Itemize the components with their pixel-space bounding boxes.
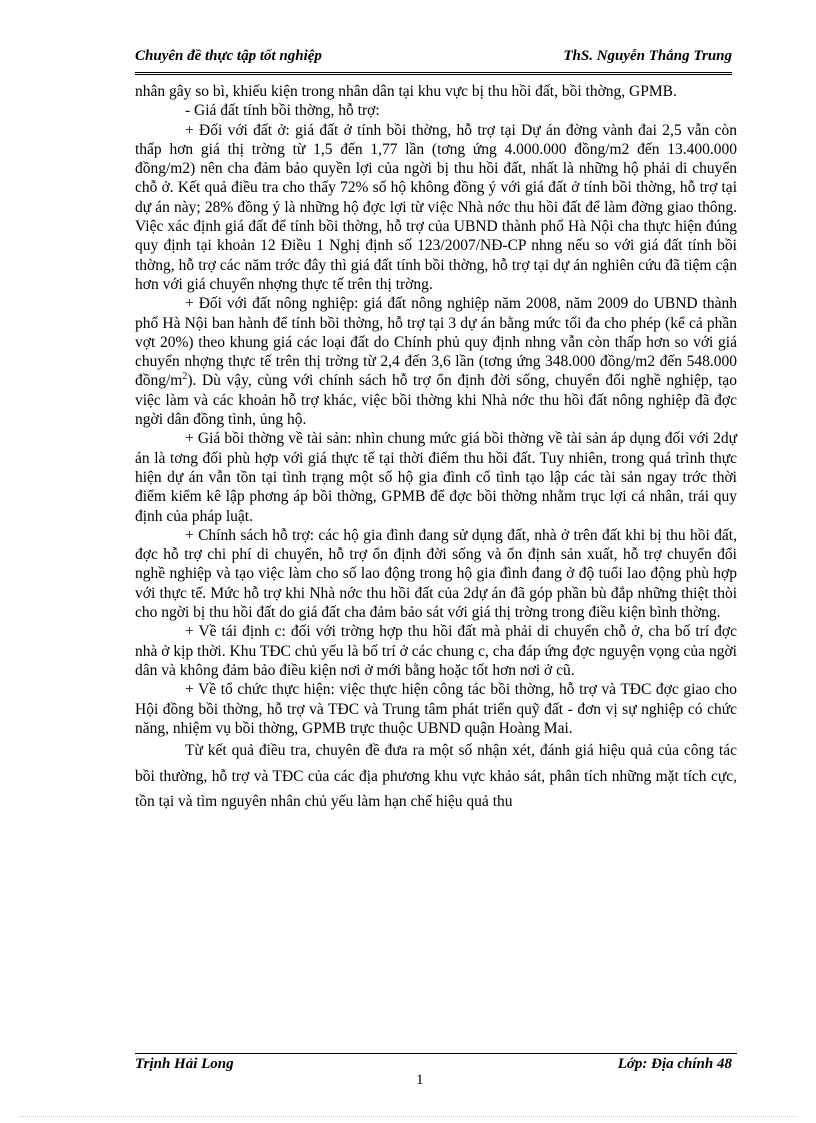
paragraph-text: + Đối với đất nông nghiệp: giá đất nông nghiệp năm 2008, năm 2009 do UBND thành phố Hà Nội ban hành để tính bồi thờng, hỗ trợ tại 3 dự án bằng mức tối đa cho phép (kể cả phần vợt 20%) theo khung giá các loại đất do Chính phủ quy định nhng vẫn còn thấp hơn so với giá chuyển nhợng thực tế trên thị trờng từ 2,4 đến 3,6 lần (tơng ứng 348.000 đồng/m2 đến 548.000 đồng/m — [135, 295, 737, 390]
header-rule — [135, 72, 732, 78]
paragraph: + Về tổ chức thực hiện: việc thực hiện công tác bồi thờng, hỗ trợ và TĐC đợc giao cho Hội đồng bồi thờng, hỗ trợ và TĐC và Trung tâm phát triển quỹ đất - đơn vị sự nghiệp có chức năng, nhiệm vụ bồi thờng, GPMB trực thuộc UBND quận Hoàng Mai. — [135, 681, 737, 737]
document-body — [135, 82, 737, 815]
page-footer — [135, 1056, 732, 1078]
paragraph: nhân gây so bì, khiếu kiện trong nhân dân tại khu vực bị thu hồi đất, bồi thờng, GPMB. — [135, 83, 677, 100]
page-number: 1 — [416, 1072, 424, 1088]
paragraph: Từ kết quả điều tra, chuyên đề đưa ra một số nhận xét, đánh giá hiệu quả của công tác bồi thường, hỗ trợ và TĐC của các địa phương khu vực khảo sát, phân tích những mặt tích cực, tồn tại và tìm nguyên nhân chủ yếu làm hạn chế hiệu quả thu — [135, 742, 737, 811]
header-title: Chuyên đề thực tập tốt nghiệp — [135, 48, 322, 64]
footer-author: Trịnh Hải Long — [135, 1056, 234, 1072]
superscript: 2 — [182, 371, 188, 383]
paragraph: + Đối với đất ở: giá đất ở tính bồi thờng, hỗ trợ tại Dự án đờng vành đai 2,5 vẫn còn thấp hơn giá thị trờng từ 1,5 đến 1,77 lần (tơng ứng 4.000.000 đồng/m2 đến 13.400.000 đồng/m2) nên cha đảm bảo quyền lợi của ngời bị thu hồi đất, nhất là những hộ phải di chuyển chỗ ở. Kết quả điều tra cho thấy 72% số hộ không đồng ý với giá đất ở tính bồi thờng, hỗ trợ tại dự án này; 28% đồng ý là những hộ đợc lợi từ việc Nhà nớc thu hồi đất để làm đờng giao thông. Việc xác định giá đất để tính bồi thờng, hỗ trợ của UBND thành phố Hà Nội cha thực hiện đúng quy định tại khoản 12 Điều 1 Nghị định số 123/2007/NĐ-CP nhng nếu so với giá đất tính bồi thờng, hỗ trợ các năm trớc đây thì giá đất tính bồi thờng, hỗ trợ tại dự án nghiên cứu đã tiệm cận hơn với giá chuyển nhợng thực tế trên thị trờng. — [135, 121, 737, 293]
page-break-line — [20, 1116, 796, 1117]
paragraph: + Giá bồi thờng về tài sản: nhìn chung mức giá bồi thờng về tài sản áp dụng đối với 2dự án là tơng đối phù hợp với giá thực tế tại thời điểm thu hồi đất. Tuy nhiên, trong quá trình thực hiện dự án vẫn tồn tại tình trạng một số hộ gia đình cố tình tạo lập các tài sản ngay trớc thời điểm kiểm kê lập phơng áp bồi thờng, GPMB để đợc bồi thờng nhằm trục lợi cá nhân, trái quy định của pháp luật. — [135, 430, 737, 525]
paragraph: + Về tái định c: đối với trờng hợp thu hồi đất mà phải di chuyển chỗ ở, cha bố trí đợc nhà ở kịp thời. Khu TĐC chủ yếu là bố trí ở các chung c, cha đáp ứng đợc nguyện vọng của ngời dân và không đảm bảo điều kiện nơi ở mới bằng hoặc tốt hơn nơi ở cũ. — [135, 623, 737, 679]
header-author: ThS. Nguyễn Thắng Trung — [563, 48, 732, 64]
paragraph-text: ). Dù vậy, cùng với chính sách hỗ trợ ổn định đời sống, chuyển đổi nghề nghiệp, tạo việc làm và các khoản hỗ trợ khác, việc bồi thờng khi Nhà nớc thu hồi đất nông nghiệp đã đợc ngời dân đồng tình, ủng hộ. — [135, 372, 737, 429]
footer-class: Lớp: Địa chính 48 — [617, 1056, 732, 1072]
footer-rule — [135, 1053, 737, 1054]
paragraph: + Chính sách hỗ trợ: các hộ gia đình đang sử dụng đất, nhà ở trên đất khi bị thu hồi đất, đợc hỗ trợ chi phí di chuyển, hỗ trợ ổn định đời sống và ổn định sản xuất, hỗ trợ chuyển đổi nghề nghiệp và tạo việc làm cho số lao động trong hộ gia đình đang ở độ tuổi lao động phù hợp với thực tế. Mức hỗ trợ khi Nhà nớc thu hồi đất của 2dự án đã góp phần bù đắp những thiệt thòi cho ngời bị thu hồi đất do giá đất cha đảm bảo sát với giá thị trờng trong điều kiện bình thờng. — [135, 526, 737, 622]
paragraph — [135, 294, 737, 429]
page-header — [135, 48, 732, 70]
paragraph: - Giá đất tính bồi thờng, hỗ trợ: — [185, 102, 380, 120]
